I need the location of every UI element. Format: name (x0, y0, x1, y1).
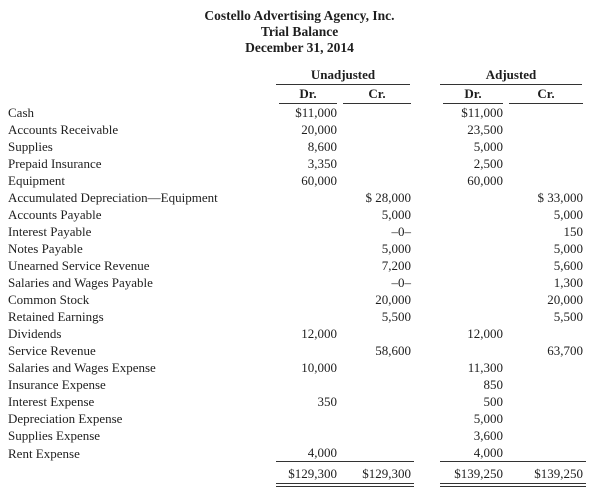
column-gap (414, 308, 440, 325)
account-name: Equipment (8, 173, 66, 188)
adjusted-dr-value: 2,500 (473, 156, 503, 171)
account-name: Service Revenue (8, 343, 96, 358)
adjusted-dr-value (440, 291, 506, 308)
adjusted-dr-value (440, 240, 506, 257)
adjusted-cr-value: 5,600 (553, 258, 583, 273)
unadjusted-dr-value (276, 206, 340, 223)
document-header (8, 8, 591, 56)
adjusted-cr-value (506, 444, 586, 462)
column-gap (414, 223, 440, 240)
unadjusted-cr-value (340, 104, 414, 121)
adjusted-dr-value (440, 206, 506, 223)
adjusted-cr-value (506, 104, 586, 121)
adjusted-dr-value: 5,000 (473, 411, 503, 426)
unadjusted-dr-value: 350 (317, 394, 337, 409)
table-row (8, 189, 586, 206)
account-name: Rent Expense (8, 445, 80, 461)
adjusted-cr-value (506, 155, 586, 172)
table-row (8, 359, 586, 376)
unadjusted-cr-value: –0– (391, 224, 411, 239)
account-name: Salaries and Wages Payable (8, 275, 153, 290)
account-name: Accumulated Depreciation—Equipment (8, 190, 218, 205)
table-row (8, 172, 586, 189)
column-gap (414, 138, 440, 155)
column-gap (414, 376, 440, 393)
account-name: Common Stock (8, 292, 90, 307)
adjusted-cr-value: 5,000 (553, 241, 583, 256)
account-name: Interest Expense (8, 394, 95, 409)
unadjusted-dr-value: 10,000 (301, 360, 337, 375)
table-row (8, 427, 586, 444)
adjusted-dr-header: Dr. (440, 85, 506, 104)
account-column-spacer (8, 85, 276, 104)
subcolumn-header-row (8, 85, 586, 104)
table-row (8, 410, 586, 427)
unadjusted-cr-value (340, 410, 414, 427)
unadjusted-cr-value (340, 359, 414, 376)
unadjusted-cr-header: Cr. (340, 85, 414, 104)
unadjusted-dr-value (276, 189, 340, 206)
unadjusted-dr-value (276, 257, 340, 274)
unadjusted-cr-value (340, 155, 414, 172)
unadjusted-cr-value (340, 376, 414, 393)
unadjusted-cr-value (340, 393, 414, 410)
column-gap (414, 359, 440, 376)
account-name: Prepaid Insurance (8, 156, 102, 171)
adjusted-dr-value: 500 (483, 394, 503, 409)
adjusted-dr-value (440, 189, 506, 206)
column-gap (414, 393, 440, 410)
adjusted-dr-value (440, 308, 506, 325)
column-gap (414, 189, 440, 206)
table-row (8, 223, 586, 240)
adjusted-dr-total: $139,250 (440, 462, 506, 486)
unadjusted-dr-value: $11,000 (295, 105, 337, 120)
unadjusted-dr-value: 12,000 (301, 326, 337, 341)
unadjusted-dr-value (276, 427, 340, 444)
adjusted-group-header: Adjusted (440, 67, 586, 85)
unadjusted-dr-value (276, 274, 340, 291)
unadjusted-cr-value (340, 138, 414, 155)
unadjusted-cr-value (340, 427, 414, 444)
unadjusted-cr-value (340, 325, 414, 342)
unadjusted-cr-value: 58,600 (375, 343, 411, 358)
unadjusted-dr-header: Dr. (276, 85, 340, 104)
unadjusted-dr-value: 60,000 (301, 173, 337, 188)
column-gap (414, 104, 440, 121)
adjusted-dr-value (440, 274, 506, 291)
adjusted-cr-value: 150 (563, 224, 583, 239)
unadjusted-cr-value: 5,000 (381, 207, 411, 222)
group-header-row (8, 67, 586, 85)
adjusted-cr-value (506, 427, 586, 444)
column-gap (414, 67, 440, 85)
column-gap (414, 427, 440, 444)
account-name: Supplies (8, 139, 53, 154)
unadjusted-cr-value (340, 121, 414, 138)
adjusted-cr-value (506, 410, 586, 427)
adjusted-cr-value (506, 376, 586, 393)
adjusted-cr-value: 5,500 (553, 309, 583, 324)
adjusted-cr-header: Cr. (506, 85, 586, 104)
adjusted-cr-value (506, 393, 586, 410)
company-name: Costello Advertising Agency, Inc. (204, 8, 395, 23)
unadjusted-cr-total: $129,300 (340, 462, 414, 486)
table-row (8, 257, 586, 274)
adjusted-dr-value: $11,000 (461, 105, 503, 120)
table-row (8, 393, 586, 410)
unadjusted-dr-value (276, 376, 340, 393)
table-row (8, 325, 586, 342)
adjusted-cr-value: 63,700 (547, 343, 583, 358)
account-name: Accounts Receivable (8, 122, 119, 137)
column-gap (414, 206, 440, 223)
adjusted-cr-value (506, 121, 586, 138)
table-row (8, 104, 586, 121)
table-row (8, 240, 586, 257)
unadjusted-cr-value: 5,500 (381, 309, 411, 324)
column-gap (414, 85, 440, 104)
adjusted-dr-value: 11,300 (467, 360, 503, 375)
unadjusted-dr-value (276, 240, 340, 257)
account-name: Supplies Expense (8, 428, 101, 443)
unadjusted-dr-value (276, 308, 340, 325)
unadjusted-dr-value: 4,000 (276, 444, 340, 462)
table-row (8, 342, 586, 359)
table-header (8, 67, 586, 104)
adjusted-dr-value: 850 (483, 377, 503, 392)
unadjusted-cr-value: 20,000 (375, 292, 411, 307)
column-gap (414, 155, 440, 172)
column-gap (414, 325, 440, 342)
table-row (8, 376, 586, 393)
table-row (8, 274, 586, 291)
adjusted-dr-value (440, 342, 506, 359)
column-gap (414, 462, 440, 486)
unadjusted-group-header: Unadjusted (276, 67, 414, 85)
account-name: Accounts Payable (8, 207, 102, 222)
unadjusted-dr-value: 3,350 (307, 156, 337, 171)
unadjusted-dr-value: 8,600 (307, 139, 337, 154)
table-row (8, 444, 586, 462)
account-name: Dividends (8, 326, 62, 341)
adjusted-dr-value (440, 257, 506, 274)
table-row (8, 138, 586, 155)
adjusted-dr-value: 4,000 (440, 444, 506, 462)
column-gap (414, 291, 440, 308)
unadjusted-dr-value (276, 342, 340, 359)
adjusted-cr-value: 20,000 (547, 292, 583, 307)
column-gap (414, 444, 440, 462)
adjusted-dr-value: 23,500 (467, 122, 503, 137)
column-gap (414, 257, 440, 274)
column-gap (414, 410, 440, 427)
adjusted-dr-value (440, 223, 506, 240)
adjusted-cr-value (506, 138, 586, 155)
adjusted-cr-value: $ 33,000 (537, 190, 583, 205)
trial-balance-table (8, 67, 586, 487)
adjusted-cr-total: $139,250 (506, 462, 586, 486)
table-row (8, 155, 586, 172)
adjusted-dr-value: 5,000 (473, 139, 503, 154)
column-gap (414, 240, 440, 257)
unadjusted-dr-value (276, 223, 340, 240)
adjusted-cr-value: 1,300 (553, 275, 583, 290)
unadjusted-dr-value: 20,000 (301, 122, 337, 137)
adjusted-cr-value (506, 359, 586, 376)
unadjusted-cr-value: 5,000 (381, 241, 411, 256)
table-row (8, 121, 586, 138)
table-row (8, 291, 586, 308)
account-name: Unearned Service Revenue (8, 258, 150, 273)
table-row (8, 206, 586, 223)
adjusted-cr-value: 5,000 (553, 207, 583, 222)
table-body (8, 104, 586, 462)
report-date: December 31, 2014 (245, 40, 354, 55)
table-footer (8, 462, 586, 486)
unadjusted-dr-value (276, 291, 340, 308)
column-gap (414, 274, 440, 291)
unadjusted-cr-value: 7,200 (381, 258, 411, 273)
adjusted-dr-value: 60,000 (467, 173, 503, 188)
table-row (8, 308, 586, 325)
account-name: Cash (8, 105, 34, 120)
unadjusted-cr-value: –0– (391, 275, 411, 290)
column-gap (414, 342, 440, 359)
unadjusted-dr-value (276, 410, 340, 427)
totals-row (8, 462, 586, 486)
unadjusted-cr-value (340, 172, 414, 189)
adjusted-dr-value: 3,600 (473, 428, 503, 443)
account-name: Salaries and Wages Expense (8, 360, 156, 375)
adjusted-dr-value: 12,000 (467, 326, 503, 341)
unadjusted-dr-total: $129,300 (276, 462, 340, 486)
unadjusted-cr-value: $ 28,000 (365, 190, 411, 205)
account-name: Notes Payable (8, 241, 83, 256)
column-gap (414, 172, 440, 189)
account-name: Interest Payable (8, 224, 92, 239)
account-name: Insurance Expense (8, 377, 106, 392)
column-gap (414, 121, 440, 138)
unadjusted-cr-value (340, 444, 414, 462)
adjusted-cr-value (506, 172, 586, 189)
account-name: Retained Earnings (8, 309, 104, 324)
report-title: Trial Balance (260, 24, 339, 39)
totals-label-spacer (8, 462, 276, 486)
adjusted-cr-value (506, 325, 586, 342)
account-column-spacer (8, 67, 276, 85)
account-name: Depreciation Expense (8, 411, 123, 426)
